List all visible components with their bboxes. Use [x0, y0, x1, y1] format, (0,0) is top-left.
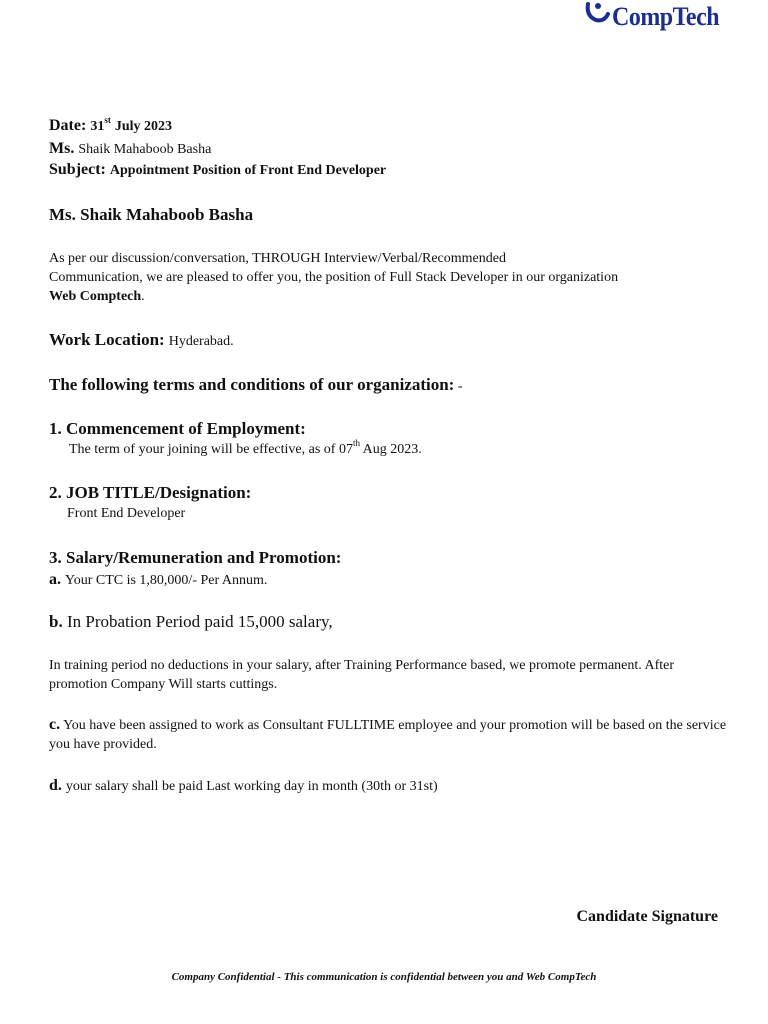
section-1-sup: th: [352, 438, 360, 449]
subject-text: Appointment Position of Front End Developer: [109, 163, 387, 178]
company-logo: [584, 0, 728, 34]
date-suffix: st: [104, 114, 111, 125]
ms-name: Shaik Mahaboob Basha: [78, 142, 212, 157]
salutation: Ms. Shaik Mahaboob Basha: [49, 205, 254, 224]
clause-b: [49, 612, 333, 632]
training-paragraph: In training period no deductions in your salary, after Training Performance based, we promote permanent. After promotion Company Will starts cuttings.: [49, 658, 675, 692]
clause-c-label: c.: [49, 716, 61, 733]
section-3-heading: 3. Salary/Remuneration and Promotion:: [49, 548, 342, 567]
terms-heading-suffix: -: [454, 379, 463, 394]
work-location-label: Work Location:: [49, 330, 165, 349]
subject-label: Subject:: [49, 161, 106, 178]
candidate-signature-label: Candidate Signature: [576, 908, 718, 925]
clause-c-text: You have been assigned to work as Consultant FULLTIME employee and your promotion will be based on the service you have provided.: [49, 718, 727, 752]
subject-line: [49, 161, 386, 179]
ms-line: [49, 140, 211, 158]
section-1-text-after: Aug 2023.: [359, 442, 422, 457]
clause-d-label: d.: [49, 777, 62, 794]
terms-heading-text: The following terms and conditions of our organization:: [49, 375, 455, 394]
section-1-heading: 1. Commencement of Employment:: [49, 419, 306, 438]
clause-d: [49, 777, 438, 795]
section-1-text: [69, 438, 422, 458]
date-label: Date:: [49, 117, 87, 134]
intro-line-1: As per our discussion/conversation, THROUGH Interview/Verbal/Recommended: [49, 251, 506, 266]
clause-d-text: your salary shall be paid Last working day in month (30th or 31st): [65, 779, 438, 794]
work-location: [49, 330, 234, 350]
date-day: 31: [90, 119, 105, 134]
clause-c: [49, 715, 729, 754]
clause-a-label: a.: [49, 571, 61, 588]
section-1-text-before: The term of your joining will be effective, as of 07: [69, 442, 353, 457]
section-2-text: Front End Developer: [67, 506, 186, 521]
intro-end: .: [141, 289, 145, 304]
clause-b-label: b.: [49, 612, 63, 631]
intro-org: Web Comptech: [49, 289, 142, 304]
ms-label: Ms.: [49, 140, 75, 157]
clause-b-text: In Probation Period paid 15,000 salary,: [66, 612, 333, 631]
section-2-heading: 2. JOB TITLE/Designation:: [49, 483, 252, 502]
date-line: [49, 114, 172, 135]
clause-a: [49, 571, 267, 589]
intro-paragraph: [49, 249, 729, 306]
intro-line-2: Communication, we are pleased to offer you, the position of Full Stack Developer in our organization: [49, 270, 619, 285]
work-location-value: Hyderabad.: [168, 334, 234, 349]
logo-swoosh-icon: [584, 0, 610, 26]
clause-a-text: Your CTC is 1,80,000/- Per Annum.: [65, 573, 268, 588]
logo-text: CompTech: [612, 2, 720, 31]
confidential-footer: Company Confidential - This communication is confidential between you and Web CompTech: [171, 971, 597, 983]
terms-heading: [49, 375, 463, 395]
date-rest: July 2023: [114, 119, 172, 134]
